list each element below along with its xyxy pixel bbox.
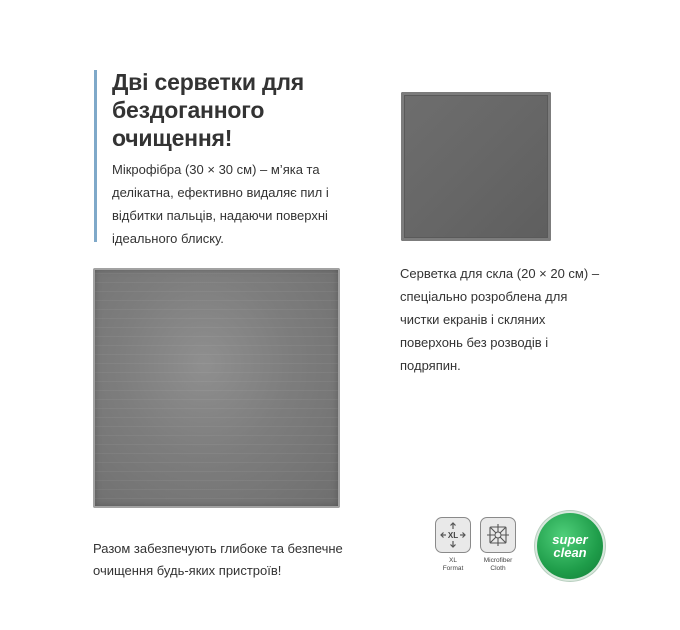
page-title: Дві серветки для бездоганного очищення!	[112, 69, 304, 151]
microfiber-label-line2: Cloth	[490, 565, 506, 572]
microfiber-badge	[478, 517, 518, 573]
super-clean-line2: clean	[553, 545, 587, 560]
xl-label-line1: XL	[449, 557, 457, 564]
accent-bar	[94, 70, 97, 242]
microfiber-cloth-image	[93, 268, 340, 508]
super-clean-line1: super	[552, 532, 588, 547]
xl-format-badge	[433, 517, 473, 573]
microfiber-description: Мікрофібра (30 × 30 см) – м’яка та делікатна, ефективно видаляє пил і відбитки пальців, надаючи поверхні ідеального блиску.	[112, 162, 329, 246]
summary-text: Разом забезпечують глибоке та безпечне очищення будь-яких пристроїв!	[93, 541, 343, 578]
xl-label-line2: Format	[442, 565, 464, 572]
xl-format-icon	[435, 517, 471, 553]
glass-cloth-image	[401, 92, 551, 241]
glass-cloth-description: Серветка для скла (20 × 20 см) – спеціально розроблена для чистки екранів і скляних поверхонь без розводів і подряпин.	[400, 266, 600, 373]
super-clean-logo	[537, 513, 603, 579]
microfiber-icon	[480, 517, 516, 553]
xl-icon-text: XL	[447, 531, 459, 540]
microfiber-label-line1: Microfiber	[483, 557, 513, 564]
